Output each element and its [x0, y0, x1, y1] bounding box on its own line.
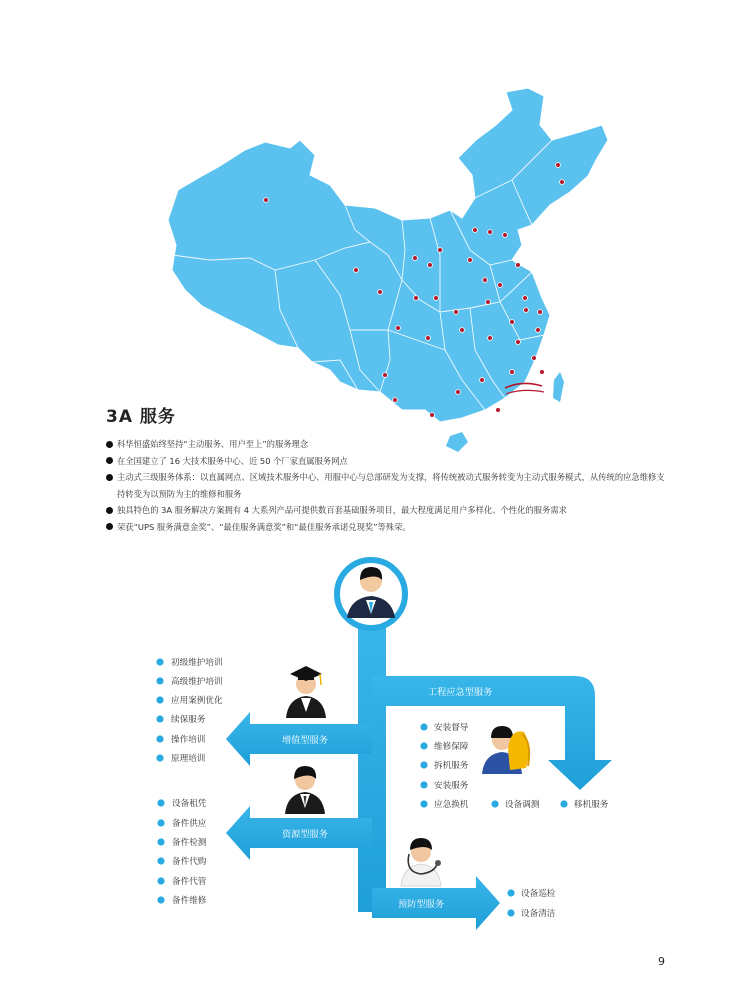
bullet-item: 在全国建立了 16 大技术服务中心、近 50 个厂家直属服务网点 [106, 453, 666, 470]
service-point-marker [483, 278, 488, 283]
service-point-marker [460, 328, 465, 333]
service-point-marker [560, 180, 565, 185]
service-point-marker [523, 296, 528, 301]
feature-bullet-list [106, 436, 666, 535]
graduate-avatar-icon [286, 666, 326, 718]
branch-label-engineering: 工程应急型服务 [428, 687, 493, 698]
engineering-item: 设备调测 [505, 800, 540, 810]
service-point-marker [428, 263, 433, 268]
resource-item: 备件代管 [172, 877, 207, 887]
value-added-item: 初级维护培训 [171, 658, 223, 668]
service-point-marker [503, 233, 508, 238]
service-point-marker [516, 340, 521, 345]
engineering-item: 拆机服务 [434, 761, 469, 771]
bullet-item: 独具特色的 3A 服务解决方案拥有 4 大系列产品可提供数百套基础服务项目，最大程度满足用户多样化、个性化的服务需求 [106, 502, 666, 519]
service-point-marker [540, 370, 545, 375]
manager-avatar-icon [337, 560, 405, 628]
service-point-marker [430, 413, 435, 418]
service-point-marker [498, 283, 503, 288]
service-point-marker [510, 370, 515, 375]
service-flow-diagram [0, 555, 737, 945]
service-point-marker [413, 256, 418, 261]
bullet-item: 科华恒盛始终坚持“主动服务、用户至上”的服务理念 [106, 436, 666, 453]
bullet-item: 荣获“UPS 服务满意金奖”、“最佳服务满意奖”和“最佳服务承诺兑现奖”等殊荣。 [106, 519, 666, 536]
china-service-network-map [140, 80, 620, 460]
engineering-item: 应急换机 [434, 800, 469, 810]
preventive-item: 设备清洁 [521, 909, 556, 919]
service-point-marker [538, 310, 543, 315]
service-point-marker [536, 328, 541, 333]
engineer-avatar-icon [482, 726, 529, 774]
engineering-item: 移机服务 [574, 800, 609, 810]
service-point-marker [414, 296, 419, 301]
service-point-marker [510, 320, 515, 325]
value-added-item: 应用案例优化 [171, 696, 223, 706]
preventive-item-list [507, 887, 555, 919]
value-added-item: 高级维护培训 [171, 677, 223, 687]
bullet-item: 主动式三级服务体系：以直属网点、区域技术服务中心、用服中心与总部研发为支撑，将传统被动式服务转变为主动式服务模式，从传统的应急维修支持转变为以预防为主的维修和服务 [106, 469, 666, 502]
service-point-marker [488, 230, 493, 235]
resource-item: 备件供应 [172, 819, 207, 829]
service-point-marker [393, 398, 398, 403]
branch-label-resource: 资源型服务 [282, 829, 328, 840]
value-added-item: 原理培训 [171, 754, 206, 764]
service-point-marker [264, 198, 269, 203]
service-point-marker [496, 408, 501, 413]
value-added-item: 操作培训 [171, 735, 206, 745]
resource-item: 备件检测 [172, 838, 207, 848]
page-number: 9 [658, 955, 665, 968]
china-map-shape [168, 88, 608, 452]
service-point-marker [480, 378, 485, 383]
doctor-avatar-icon [401, 838, 441, 886]
service-point-marker [556, 163, 561, 168]
service-point-marker [396, 326, 401, 331]
service-point-marker [516, 263, 521, 268]
service-point-marker [486, 300, 491, 305]
service-point-marker [456, 390, 461, 395]
service-point-marker [532, 356, 537, 361]
service-point-marker [378, 290, 383, 295]
service-point-marker [524, 308, 529, 313]
service-point-marker [383, 373, 388, 378]
service-point-marker [354, 268, 359, 273]
branch-label-preventive: 预防型服务 [398, 899, 444, 910]
service-point-marker [426, 336, 431, 341]
section-heading: 3A 服务 [106, 407, 176, 427]
branch-label-value-added: 增值型服务 [282, 735, 328, 746]
resource-item: 备件维修 [172, 896, 207, 906]
preventive-item: 设备巡检 [521, 889, 556, 899]
service-point-marker [468, 258, 473, 263]
value-added-item: 续保服务 [171, 715, 206, 725]
businessman-avatar-icon [285, 766, 325, 814]
service-point-marker [434, 296, 439, 301]
service-point-marker [488, 336, 493, 341]
service-point-marker [454, 310, 459, 315]
value-added-item-list [156, 656, 223, 764]
service-point-marker [473, 228, 478, 233]
resource-item: 设备租凭 [172, 799, 207, 809]
resource-item: 备件代购 [172, 857, 207, 867]
engineering-item: 安装督导 [434, 723, 469, 733]
engineering-item: 安装服务 [434, 781, 469, 791]
engineering-item: 维修保障 [434, 742, 469, 752]
resource-item-list [157, 797, 206, 906]
service-point-marker [438, 248, 443, 253]
